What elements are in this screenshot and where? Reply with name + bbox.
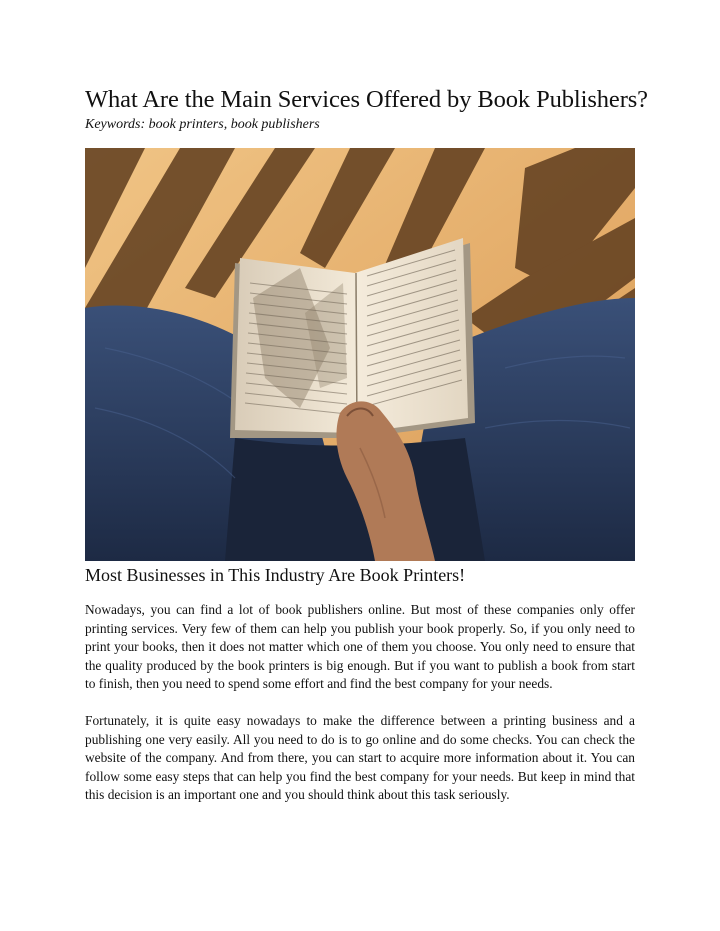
keywords-line: Keywords: book printers, book publishers [85, 117, 320, 132]
article-body [85, 601, 635, 823]
paragraph-2: Fortunately, it is quite easy nowadays to make the difference between a printing business and a publishing one very easily. All you need to do is to go online and do some checks. You can check the website of the company. And from there, you can start to acquire more information about it. You can follow some easy steps that can help you find the best company for your needs. But keep in mind that this decision is an important one and you should think about this task seriously. [85, 712, 635, 803]
paragraph-1: Nowadays, you can find a lot of book publishers online. But most of these companies only offer printing services. Very few of them can help you publish your book properly. So, if you only need to print your books, then it does not matter which one of them you choose. You only need to ensure that the quality produced by the book printers is big enough. But if you want to publish a book from start to finish, then you need to spend some effort and find the best company for your needs. [85, 602, 635, 692]
document-title: What Are the Main Services Offered by Book Publishers? [85, 86, 648, 113]
book-reading-photo [85, 148, 635, 561]
book-reading-illustration [85, 148, 635, 561]
section-heading: Most Businesses in This Industry Are Book Printers! [85, 565, 466, 585]
document-page [85, 84, 648, 803]
